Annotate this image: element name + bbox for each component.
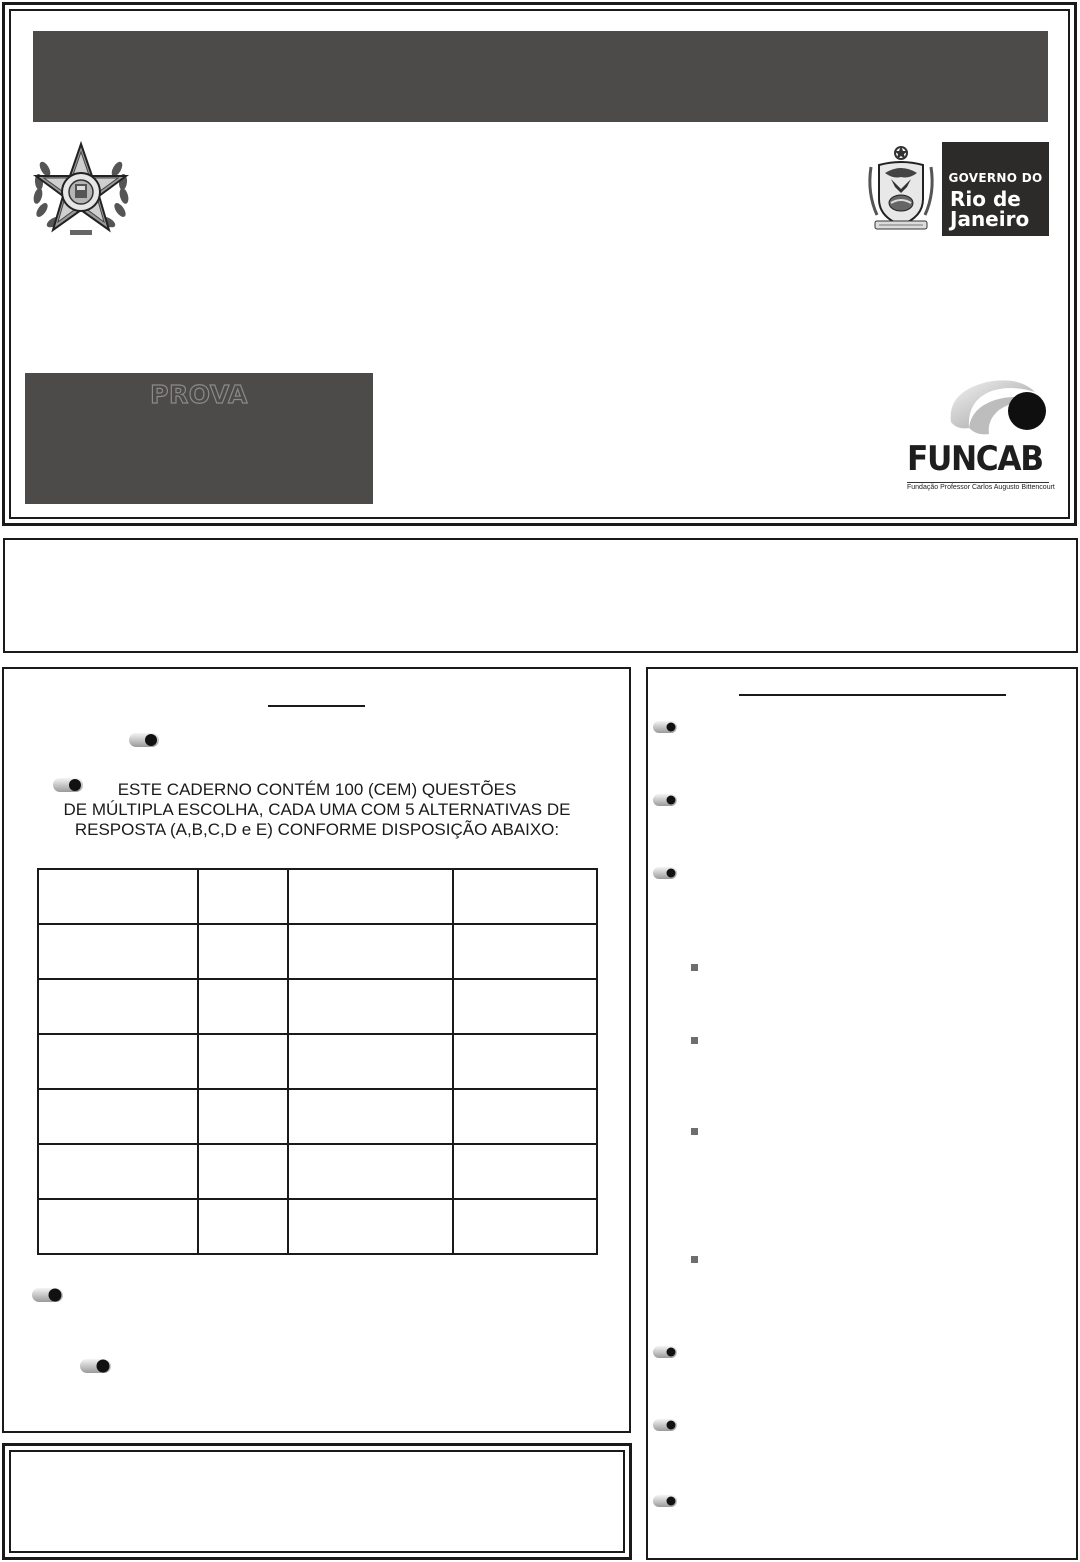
square-bullet-icon <box>691 1037 698 1044</box>
bullet-toggle-icon <box>79 1356 113 1376</box>
title-band <box>33 31 1048 122</box>
table-cell <box>198 869 288 924</box>
right-panel-heading-underline <box>739 694 1006 696</box>
table-cell <box>453 1089 598 1144</box>
table-cell <box>38 924 198 979</box>
table-cell <box>198 924 288 979</box>
table-cell <box>38 869 198 924</box>
table-cell <box>198 1034 288 1089</box>
square-bullet-icon <box>691 964 698 971</box>
bullet-toggle-icon <box>652 864 680 882</box>
funcab-swoosh-icon <box>945 378 1050 440</box>
table-cell <box>38 1034 198 1089</box>
logo-text-janeiro: Janeiro <box>950 207 1030 231</box>
governo-rio-de-janeiro-logo <box>942 142 1049 236</box>
table-cell <box>453 924 598 979</box>
bullet-toggle-icon <box>652 1492 680 1510</box>
bullet-toggle-icon <box>128 730 160 750</box>
table-cell <box>288 1144 452 1199</box>
funcab-logo-text: FUNCAB <box>907 439 1043 479</box>
bottom-left-inner-frame <box>9 1450 625 1553</box>
table-cell <box>453 1034 598 1089</box>
left-panel-heading-underline <box>268 705 365 707</box>
table-cell <box>288 1199 452 1254</box>
table-cell <box>288 1034 452 1089</box>
table-cell <box>288 869 452 924</box>
table-cell <box>288 979 452 1034</box>
table-cell <box>288 924 452 979</box>
coat-of-arms-icon <box>865 143 937 236</box>
square-bullet-icon <box>691 1128 698 1135</box>
bullet-toggle-icon <box>652 1343 680 1361</box>
table-row <box>38 1144 597 1199</box>
table-cell <box>288 1089 452 1144</box>
table-row <box>38 869 597 924</box>
square-bullet-icon <box>691 1256 698 1263</box>
table-cell <box>38 1089 198 1144</box>
table-row <box>38 979 597 1034</box>
table-cell <box>453 1144 598 1199</box>
table-cell <box>453 1199 598 1254</box>
bullet-toggle-icon <box>652 1416 680 1434</box>
notice-line-3: RESPOSTA (A,B,C,D e E) CONFORME DISPOSIÇÃO ABAIXO: <box>74 820 560 839</box>
question-booklet-notice <box>32 780 602 840</box>
table-row <box>38 1089 597 1144</box>
table-cell <box>198 1144 288 1199</box>
police-star-emblem-icon <box>30 140 132 240</box>
table-row <box>38 1034 597 1089</box>
candidate-info-box <box>3 538 1078 653</box>
notice-line-1: ESTE CADERNO CONTÉM 100 (CEM) QUESTÕES <box>117 780 517 799</box>
prova-label: PROVA <box>150 380 248 409</box>
table-cell <box>38 1199 198 1254</box>
notice-line-2: DE MÚLTIPLA ESCOLHA, CADA UMA COM 5 ALTERNATIVAS DE <box>63 800 571 819</box>
table-cell <box>38 979 198 1034</box>
question-distribution-table <box>37 868 598 1255</box>
table-cell <box>198 1199 288 1254</box>
logo-text-rio-de: Rio de <box>950 187 1021 211</box>
instructions-right-panel <box>646 667 1078 1560</box>
bullet-toggle-icon <box>652 718 680 736</box>
table-row <box>38 1199 597 1254</box>
logo-text-governo-do: GOVERNO DO <box>948 171 1043 185</box>
bullet-toggle-icon <box>652 791 680 809</box>
table-cell <box>38 1144 198 1199</box>
table-row <box>38 924 597 979</box>
table-cell <box>198 1089 288 1144</box>
table-cell <box>453 869 598 924</box>
table-cell <box>198 979 288 1034</box>
bullet-toggle-icon <box>31 1285 65 1305</box>
funcab-logo-subtitle: Fundação Professor Carlos Augusto Bittencourt <box>907 484 1055 491</box>
table-cell <box>453 979 598 1034</box>
